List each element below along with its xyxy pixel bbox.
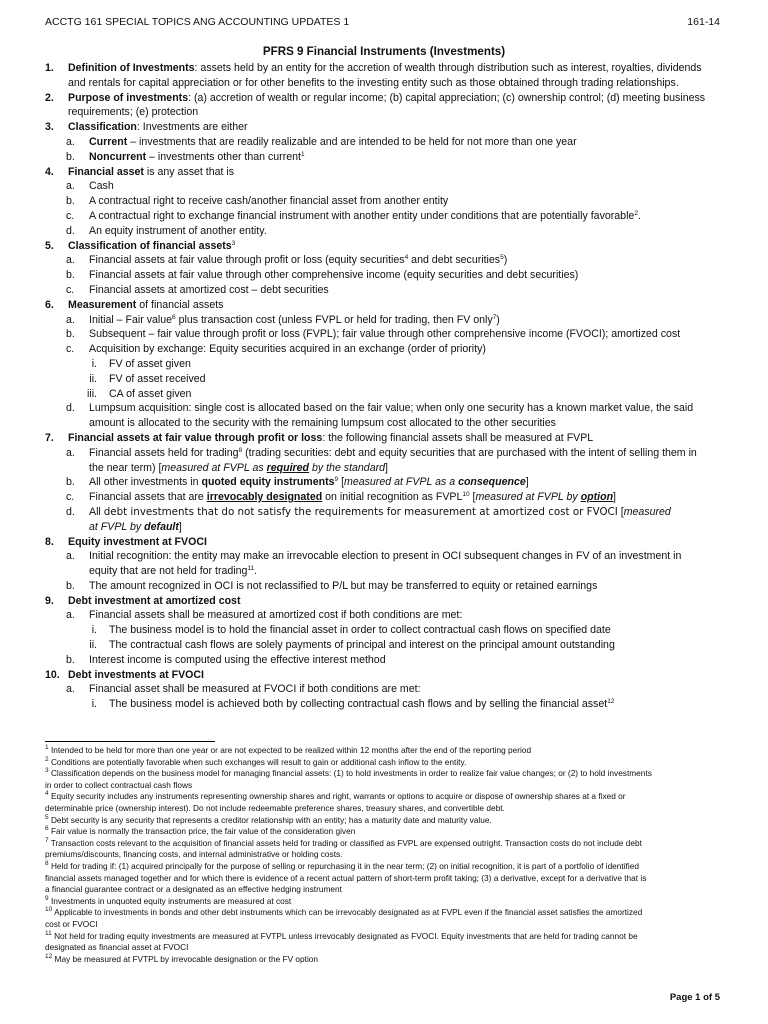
item-text: Financial assets at amortized cost – debt securities [89, 283, 329, 296]
section-number: 4. [45, 165, 54, 178]
footnote-line [45, 838, 735, 850]
footnote-ref: 1 [300, 150, 305, 158]
list-item [0, 490, 768, 505]
footnote-text: in order to collect contractual cash flows [45, 779, 193, 790]
footnote-text: Fair value is normally the transaction price, the fair value of the consideration given [50, 826, 356, 837]
item-bold: irrevocably designated [206, 491, 323, 504]
item-text: Financial assets held for trading [89, 446, 239, 459]
footnote-line [45, 803, 735, 815]
footnote-text: Not held for trading equity investments are measured at FVTPL unless irrevocably designated as FVOCI. Equity investments that are held for trading cannot be [54, 930, 638, 941]
section-number: 6. [45, 298, 54, 311]
section-heading: Purpose of investments [68, 91, 189, 104]
list-item [0, 150, 768, 165]
cont-text: ] [385, 461, 388, 474]
footnote-text: a financial guarantee contract or a designated as an effective hedging instrument [45, 884, 342, 895]
page-number: Page 1 of 5 [669, 992, 720, 1003]
footnote-line [45, 757, 735, 769]
footnote-ref: 3 [231, 239, 236, 247]
list-item [0, 549, 768, 564]
footnote-number: 9 [45, 894, 49, 902]
item-letter: a. [66, 254, 75, 267]
footnote-number: 3 [45, 767, 49, 775]
footnote-text: Held for trading if: (1) acquired principally for the purpose of selling or repurchasing it in the near term; (2) on initial recognition, it is part of a portfolio of identified [50, 860, 639, 871]
footnote-text: premiums/discounts, financing costs, and internal administrative or holding costs. [45, 849, 343, 860]
section-number: 7. [45, 431, 54, 444]
item-letter: a. [66, 135, 75, 148]
item-text: Financial assets shall be measured at amortized cost if both conditions are met: [89, 609, 463, 622]
list-item [0, 608, 768, 623]
list-item [0, 682, 768, 697]
item-text-cont [0, 461, 768, 476]
item-text: Acquisition by exchange: Equity securities acquired in an exchange (order of priority) [89, 343, 486, 356]
item-emphasis: consequence [458, 476, 526, 489]
sub-item [0, 372, 768, 387]
item-letter: b. [66, 195, 75, 208]
footnote-text: determinable price (ownership interest). Do not include redeemable preference shares, treasury shares, and convertible debt. [45, 802, 505, 813]
section-heading: Financial asset [68, 165, 144, 178]
cont-emphasis: required [266, 461, 310, 474]
item-text: The amount recognized in OCI is not reclassified to P/L but may be transferred to equity or retained earnings [89, 579, 598, 592]
item-letter: a. [66, 683, 75, 696]
section-heading: Financial assets at fair value through profit or loss [68, 431, 323, 444]
section-number: 5. [45, 239, 54, 252]
list-item [0, 342, 768, 357]
item-text-cont [0, 564, 768, 579]
item-text-rest: (trading securities: debt and equity securities that are purchased with the intent of selling them in [242, 446, 697, 459]
sub-item-text: The contractual cash flows are solely payments of principal and interest on the principal amount outstanding [109, 639, 615, 652]
bracket: ] [613, 491, 616, 504]
item-letter: d. [66, 402, 75, 415]
item-letter: d. [66, 224, 75, 237]
section-heading: Equity investment at FVOCI [68, 535, 207, 548]
item-letter: b. [66, 269, 75, 282]
footnote-separator [45, 741, 215, 742]
cont-italic: at FVPL by [89, 520, 145, 533]
section-text: : assets held by an entity for the accretion of wealth through distribution such as interest, royalties, dividends [194, 62, 702, 74]
item-letter: a. [66, 446, 75, 459]
footnote-line [45, 954, 735, 966]
section-5 [0, 239, 768, 254]
section-number: 8. [45, 535, 54, 548]
footnote-text: Intended to be held for more than one year or are not expected to be realized within 12 months after the end of the reporting period [50, 745, 532, 755]
footnote-ref: 6 [172, 313, 176, 321]
cont-text: equity that are not held for trading [89, 565, 248, 578]
footnote-text: financial assets managed together and for which there is evidence of a recent actual pattern of short-term profit taking; (3) a derivative, except for a derivative that is [45, 872, 647, 883]
item-text-cont: amount is allocated to the security with the remaining lumpsum cost allocated to the other securities [89, 417, 556, 430]
sub-item-numeral: iii. [86, 387, 97, 400]
footnote-text: Transaction costs relevant to the acquisition of financial assets held for trading or classified as FVPL are expensed outright. Transaction costs do not include debt [50, 837, 642, 848]
list-item [0, 446, 768, 461]
footnote-text: Applicable to investments in bonds and other debt instruments which can be irrevocably designated as at FVPL even if the financial asset satisfies the amortized [54, 907, 643, 918]
item-heading: Current [89, 135, 128, 148]
footnote-line [45, 861, 735, 873]
footnote-number: 5 [45, 813, 49, 821]
item-text: All other investments in [89, 476, 202, 489]
section-6 [0, 298, 768, 313]
list-item [0, 224, 768, 239]
item-letter: b. [66, 328, 75, 341]
list-item [0, 327, 768, 342]
footnote-text: Equity security includes any instruments representing ownership shares and right, warrants or options to acquire or dispose of ownership shares at a fixed or [50, 791, 626, 802]
item-italic: measured [623, 505, 671, 518]
list-item [0, 283, 768, 298]
section-9 [0, 594, 768, 609]
list-item [0, 313, 768, 328]
list-item [0, 653, 768, 668]
footnote-line [45, 873, 735, 885]
footnote-text: Investments in unquoted equity instruments are measured at cost [50, 895, 292, 906]
item-text: Initial – Fair value [89, 313, 173, 326]
section-number: 10. [45, 668, 60, 681]
item-letter: c. [66, 343, 75, 356]
list-item [0, 253, 768, 268]
footnote-text: cost or FVOCI [45, 918, 98, 929]
cont-text: . [254, 565, 258, 578]
item-letter: a. [66, 609, 75, 622]
section-4 [0, 165, 768, 180]
list-item [0, 401, 768, 416]
section-text: of financial assets [136, 298, 224, 311]
footnote-ref: 12 [607, 698, 615, 706]
section-heading: Definition of Investments [68, 62, 195, 74]
sub-item-text: FV of asset received [109, 372, 206, 385]
sub-item [0, 697, 768, 712]
bracket: ] [178, 520, 182, 533]
footnote-number: 7 [45, 836, 49, 844]
footnote-ref: 4 [404, 254, 409, 262]
list-item [0, 209, 768, 224]
item-bold: quoted equity instruments [201, 476, 335, 489]
section-text-cont: and rentals for capital appreciation or for other benefits to the investing entity such as those obtained through trading relationships. [68, 76, 679, 89]
item-letter: a. [66, 313, 75, 326]
footnote-line [45, 768, 735, 780]
document-body [0, 61, 768, 712]
footnote-ref: 11 [247, 565, 255, 573]
sub-item-text: The business model is achieved both by collecting contractual cash flows and by selling the financial asset [109, 698, 608, 711]
item-letter: c. [66, 209, 75, 222]
item-text-mid: plus transaction cost (unless FVPL or held for trading, then FV only [175, 313, 493, 326]
item-text: An equity instrument of another entity. [89, 224, 267, 237]
list-item [0, 475, 768, 490]
section-8 [0, 535, 768, 550]
section-number: 9. [45, 594, 54, 607]
list-item [0, 268, 768, 283]
footnote-number: 4 [45, 790, 49, 798]
section-number: 1. [45, 62, 54, 74]
footnote-line [45, 780, 735, 792]
footnote-number: 12 [45, 952, 53, 960]
footnote-ref: 5 [500, 254, 504, 262]
bracket: [ [617, 505, 624, 518]
item-italic: measured at FVPL by [475, 491, 581, 504]
item-italic: measured at FVPL as a [344, 476, 459, 489]
bracket: [ [338, 476, 345, 489]
footnote-number: 8 [45, 859, 49, 867]
section-heading: Classification of financial assets [68, 239, 232, 252]
footnote-line [45, 896, 735, 908]
footnote-text: Classification depends on the business model for managing financial assets: (1) to hold investments in order to realize fair value changes; or (2) to hold investments [50, 768, 652, 779]
item-text: Financial assets at fair value through profit or loss (equity securities [89, 254, 405, 267]
footnote-ref: 7 [492, 313, 497, 321]
section-text: : (a) accretion of wealth or regular income; (b) capital appreciation; (c) ownership control; (d) meeting business [188, 91, 706, 104]
item-emphasis: option [580, 491, 614, 504]
header-code: 161-14 [687, 16, 720, 28]
footnote-number: 1 [45, 744, 49, 751]
footnote-line [45, 745, 735, 757]
item-text: Financial asset shall be measured at FVOCI if both conditions are met: [89, 683, 421, 696]
footnote-number: 6 [45, 825, 49, 833]
cont-italic: measured at FVPL as [161, 461, 267, 474]
item-text-cont [0, 520, 768, 535]
footnote-line [45, 791, 735, 803]
footnote-line [45, 931, 735, 943]
list-item [0, 579, 768, 594]
section-heading: Measurement [68, 298, 137, 311]
list-item [0, 135, 768, 150]
section-text: is any asset that is [143, 165, 235, 178]
section-text: : Investments are either [136, 121, 248, 134]
section-7 [0, 431, 768, 446]
footnote-number: 11 [45, 929, 52, 937]
item-text-mid: and debt securities [408, 254, 501, 267]
item-text: A contractual right to receive cash/another financial asset from another entity [89, 195, 449, 208]
cont-emphasis: default [144, 520, 179, 533]
item-letter: c. [66, 491, 75, 504]
footnotes [45, 745, 735, 965]
footnote-number: 2 [45, 755, 49, 763]
section-10 [0, 668, 768, 683]
sub-item-numeral: i. [91, 357, 97, 370]
sub-item-numeral: i. [91, 624, 97, 637]
footnote-line [45, 884, 735, 896]
section-heading: Classification [68, 121, 137, 134]
item-text-end: ) [496, 313, 500, 326]
footnote-text: May be measured at FVTPL by irrevocable designation or the FV option [54, 953, 319, 964]
cont-italic: by the standard [309, 461, 386, 474]
page-title: PFRS 9 Financial Instruments (Investments) [262, 45, 506, 58]
section-2 [0, 91, 768, 106]
sub-item [0, 638, 768, 653]
footnote-line [45, 815, 735, 827]
footnote-line [45, 826, 735, 838]
item-letter: b. [66, 653, 75, 666]
list-item [0, 179, 768, 194]
item-text: Interest income is computed using the effective interest method [89, 653, 386, 666]
item-text: Initial recognition: the entity may make an irrevocable election to present in OCI subsequent changes in FV of an investment in [89, 550, 682, 563]
item-letter: a. [66, 550, 75, 563]
item-letter: d. [66, 505, 75, 518]
footnote-line [45, 907, 735, 919]
footnote-ref: 8 [238, 446, 243, 454]
item-text: – investments other than current [146, 150, 301, 163]
item-text-end: . [637, 209, 641, 222]
section-1 [0, 61, 768, 76]
item-wide-text: debt investments that do not satisfy the requirements for measurement at amortized cost or FVOCI [103, 505, 618, 518]
list-item [0, 505, 768, 520]
item-letter: c. [66, 283, 75, 296]
header-course: ACCTG 161 SPECIAL TOPICS ANG ACCOUNTING UPDATES 1 [45, 16, 350, 28]
footnote-line [45, 942, 735, 954]
item-letter: b. [66, 150, 75, 163]
item-text: Subsequent – fair value through profit or loss (FVPL); fair value through other comprehensive income (FVOCI); amortized cost [89, 328, 681, 341]
section-number: 3. [45, 121, 54, 134]
item-text: Financial assets at fair value through other comprehensive income (equity securities and debt securities) [89, 269, 579, 282]
item-text: All [89, 505, 104, 518]
section-heading: Debt investment at amortized cost [68, 594, 241, 607]
sub-item [0, 387, 768, 402]
footnote-line [45, 919, 735, 931]
footnote-text: Conditions are potentially favorable when such exchanges will result to gain or additional cash inflow to the entity. [50, 756, 467, 767]
item-letter: b. [66, 476, 75, 489]
item-letter: a. [66, 180, 75, 193]
list-item [0, 194, 768, 209]
running-header [45, 16, 720, 28]
item-text: Cash [89, 180, 114, 193]
sub-item-numeral: i. [91, 698, 97, 711]
item-heading: Noncurrent [89, 150, 147, 163]
sub-item-text: CA of asset given [109, 387, 192, 400]
footnote-ref: 9 [334, 476, 339, 484]
item-text-end: ) [503, 254, 508, 267]
footnote-ref: 2 [634, 209, 638, 217]
cont-text: the near term) [ [89, 461, 162, 474]
section-text: : the following financial assets shall be measured at FVPL [322, 431, 594, 444]
bracket: ] [525, 476, 529, 489]
sub-item-numeral: ii. [89, 372, 97, 385]
footnote-number: 10 [45, 906, 53, 914]
sub-item-text: The business model is to hold the financial asset in order to collect contractual cash flows on specified date [109, 624, 611, 637]
sub-item-text: FV of asset given [109, 357, 191, 370]
footnote-text: Debt security is any security that represents a creditor relationship with an entity; has a maturity date and maturity value. [50, 814, 492, 825]
footnote-line [45, 849, 735, 861]
sub-item [0, 623, 768, 638]
sub-item-numeral: ii. [89, 639, 97, 652]
sub-item [0, 357, 768, 372]
item-text-mid: on initial recognition as FVPL [322, 491, 463, 504]
footnote-ref: 10 [462, 491, 470, 499]
item-text: – investments that are readily realizable and are intended to be held for not more than one year [127, 135, 577, 148]
section-text-cont: requirements; (e) protection [68, 106, 199, 119]
item-text: A contractual right to exchange financial instrument with another entity under conditions that are potentially favorable [89, 209, 635, 222]
section-number: 2. [45, 91, 54, 104]
section-3 [0, 120, 768, 135]
section-heading: Debt investments at FVOCI [68, 668, 204, 681]
item-letter: b. [66, 579, 75, 592]
item-text: Lumpsum acquisition: single cost is allocated based on the fair value; when only one security has a known market value, the said [89, 402, 694, 415]
bracket: [ [469, 491, 476, 504]
footnote-text: designated as financial asset at FVOCI [45, 942, 189, 953]
item-text: Financial assets that are [89, 491, 207, 504]
